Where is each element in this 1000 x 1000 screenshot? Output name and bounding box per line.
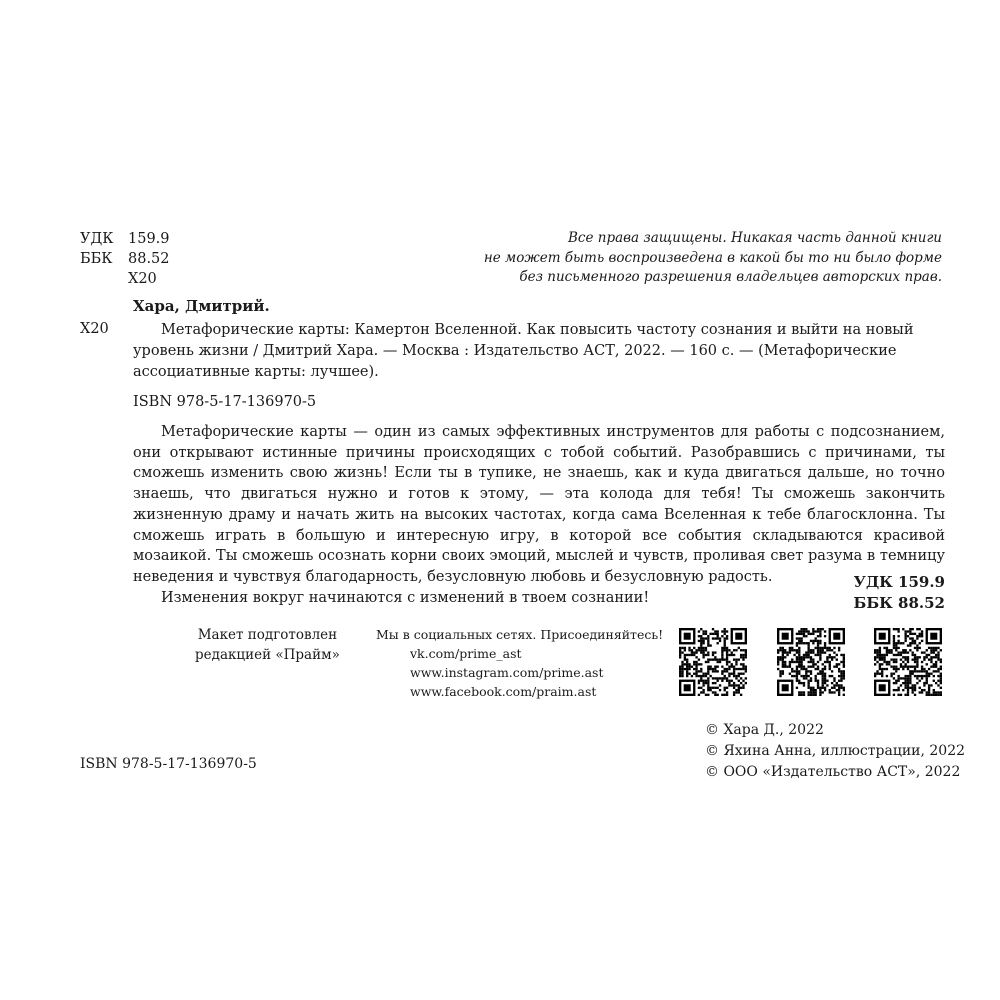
social-heading: Мы в социальных сетях. Присоединяйтесь! [376, 627, 664, 642]
social-link-facebook[interactable]: www.facebook.com/praim.ast [410, 684, 597, 699]
rights-line: Все права защищены. Никакая часть данной книги [568, 230, 942, 246]
bbk-label: ББК [80, 251, 113, 267]
bbk-row [80, 249, 170, 269]
author-code: Х20 [80, 321, 109, 337]
isbn-line: ISBN 978-5-17-136970-5 [133, 394, 317, 410]
maket-line: редакцией «Прайм» [195, 647, 340, 663]
udk-label: УДК [80, 231, 114, 247]
author-sign-row [80, 269, 170, 289]
classification-block [80, 229, 170, 289]
author-sign-label [80, 269, 128, 289]
bbk-value: 88.52 [128, 251, 170, 267]
rights-line: без письменного разрешения владельцев авторских прав. [519, 269, 942, 285]
udk-row [80, 229, 170, 249]
udk-bold: УДК 159.9 [853, 573, 945, 591]
qr-code-icon[interactable] [679, 628, 747, 696]
rights-line: не может быть воспроизведена в какой бы то ни было форме [483, 249, 942, 266]
isbn-bottom: ISBN 978-5-17-136970-5 [80, 756, 257, 772]
author-heading: Хара, Дмитрий. [133, 297, 270, 315]
classification-bold [854, 572, 945, 614]
udk-value: 159.9 [128, 231, 170, 247]
social-link-instagram[interactable]: www.instagram.com/prime.ast [410, 665, 604, 680]
bibliographic-record: Метафорические карты: Камертон Вселенной. Как повысить частоту сознания и выйти на новый уровень жизни / Дмитрий Хара. — Москва : Издательство АСТ, 2022. — 160 с. — (Метафорические ассоциативные карты: лучшее). [133, 322, 914, 380]
qr-code-icon[interactable] [874, 628, 942, 696]
copyright-line: © Хара Д., 2022 [705, 722, 824, 738]
maket-note [195, 625, 340, 665]
bbk-bold: ББК 88.52 [853, 594, 945, 612]
annotation-paragraph: Изменения вокруг начинаются с изменений в твоем сознании! [161, 589, 650, 606]
qr-code-icon[interactable] [777, 628, 845, 696]
social-block [376, 625, 663, 701]
copyright-block [705, 720, 965, 783]
annotation-paragraph: Метафорические карты — один из самых эффективных инструментов для работы с подсознанием, они открывают истинные причины происходящих с тобой событий. Разобравшись с причинами, ты сможешь изменить свою жизнь! Если ты в тупике, не знаешь, как и куда двигаться дальше, но точно знаешь, что двигаться нужно и готов к этому, — эта колода для тебя! Ты сможешь закончить жизненную драму и начать жить на высоких частотах, когда сама Вселенная к тебе благосклонна. Ты сможешь играть в большую и интересную игру, в которой все события складываются красивой мозаикой. Ты сможешь осознать корни своих эмоций, мыслей и чувств, проливая свет разума в темницу неведения и чувствуя благодарность, безусловную любовь и безусловную радость. [133, 424, 945, 585]
rights-notice [462, 229, 942, 288]
author-sign-value: Х20 [128, 271, 157, 287]
copyright-line: © Яхина Анна, иллюстрации, 2022 [705, 743, 966, 759]
social-link-vk[interactable]: vk.com/prime_ast [410, 646, 522, 661]
annotation [133, 422, 945, 608]
maket-line: Макет подготовлен [197, 627, 338, 643]
copyright-line: © ООО «Издательство АСТ», 2022 [705, 764, 961, 780]
